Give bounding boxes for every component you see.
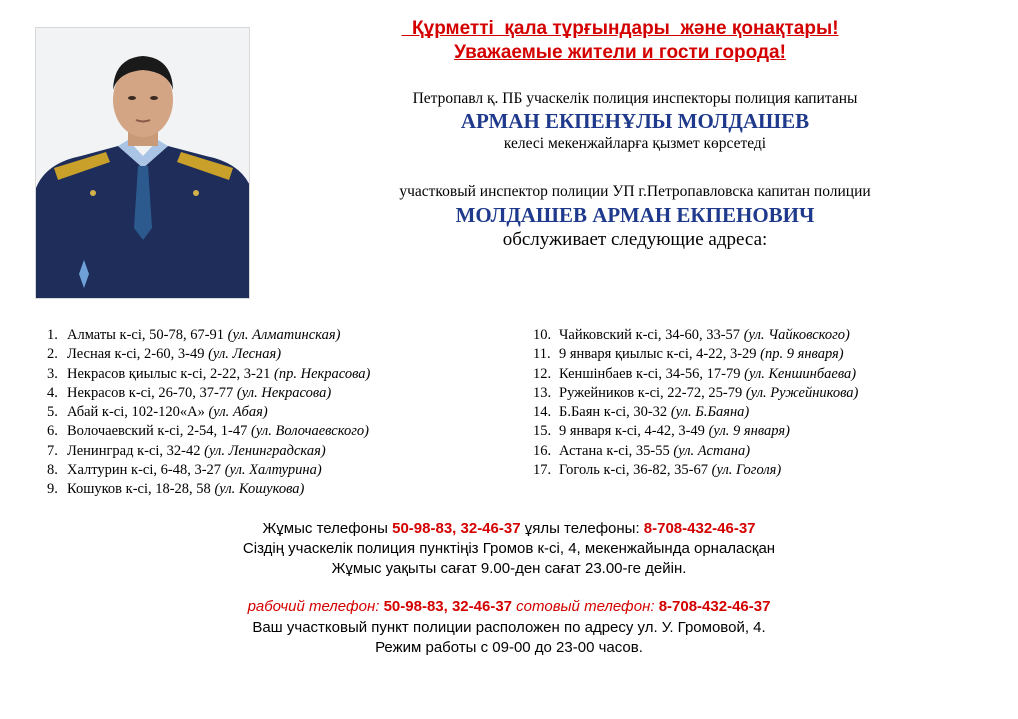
address-street-kz: Астана к-сі, 35-55	[559, 442, 674, 459]
address-item	[47, 461, 370, 480]
address-street-kz: Лесная к-сі, 2-60, 3-49	[67, 346, 209, 363]
address-street-ru: (ул. Волочаевского)	[251, 423, 369, 440]
address-number: 14.	[533, 404, 552, 421]
address-number: 9.	[47, 481, 58, 498]
address-number: 11.	[533, 346, 551, 363]
address-number: 15.	[533, 423, 552, 440]
ru-serves: обслуживает следующие адреса:	[502, 229, 768, 250]
address-list-right	[533, 326, 858, 480]
address-street-kz: Некрасов к-сі, 26-70, 37-77	[67, 384, 237, 401]
address-street-ru: (ул. Чайковского)	[743, 327, 850, 343]
address-street-ru: (ул. 9 января)	[708, 423, 790, 440]
kz-officer-name: АРМАН ЕКПЕНҰЛЫ МОЛДАШЕВ	[460, 109, 810, 133]
address-street-ru: (пр. 9 января)	[760, 346, 844, 363]
address-street-kz: 9 января к-сі, 4-42, 3-49	[559, 423, 709, 440]
address-number: 2.	[47, 346, 58, 363]
greeting-kz: Құрметті қала тұрғындары және қонақтары!	[401, 18, 839, 39]
address-street-kz: Чайковский к-сі, 34-60, 33-57	[559, 327, 744, 343]
address-street-ru: (пр. Некрасова)	[274, 365, 371, 382]
address-street-kz: Алматы к-сі, 50-78, 67-91	[67, 327, 228, 343]
address-number: 7.	[47, 442, 58, 459]
address-number: 17.	[533, 462, 552, 479]
address-item	[533, 345, 858, 364]
officer-photo	[35, 27, 250, 299]
ru-phone-label: рабочий телефон:	[247, 598, 384, 615]
address-item	[533, 403, 858, 422]
kz-mobile-label: ұялы телефоны:	[520, 520, 644, 537]
address-street-kz: Халтурин к-сі, 6-48, 3-27	[67, 462, 225, 479]
address-item	[47, 345, 370, 364]
address-number: 6.	[47, 423, 58, 440]
address-street-kz: Гоголь к-сі, 36-82, 35-67	[559, 462, 712, 479]
address-street-ru: (ул. Ленинградская)	[204, 442, 326, 459]
ru-location: Ваш участковый пункт полиции расположен по адресу ул. У. Громовой, 4.	[252, 619, 766, 636]
kz-intro: Петропавл қ. ПБ учаскелік полиция инспекторы полиция капитаны	[412, 90, 858, 107]
address-street-ru: (ул. Астана)	[673, 442, 751, 459]
address-street-kz: Абай к-сі, 102-120«А»	[67, 404, 209, 421]
address-item	[533, 384, 858, 403]
address-street-ru: (ул. Халтурина)	[224, 462, 322, 479]
address-number: 8.	[47, 462, 58, 479]
address-item	[533, 461, 858, 480]
address-item	[47, 326, 370, 345]
address-street-ru: (ул. Абая)	[208, 404, 268, 421]
address-item	[47, 422, 370, 441]
address-list-left	[47, 326, 370, 500]
address-number: 3.	[47, 365, 58, 382]
address-street-kz: Ленинград к-сі, 32-42	[67, 442, 205, 459]
address-street-ru: (ул. Гоголя)	[711, 462, 782, 479]
address-street-ru: (ул. Алматинская)	[227, 327, 341, 343]
ru-mobile-label: сотовый телефон:	[512, 598, 659, 615]
address-number: 4.	[47, 384, 58, 401]
address-street-kz: Некрасов қиылыс к-сі, 2-22, 3-21	[67, 365, 275, 382]
ru-intro: участковый инспектор полиции УП г.Петропавловска капитан полиции	[399, 183, 871, 200]
ru-mobile-phone: 8-708-432-46-37	[658, 598, 771, 615]
address-number: 13.	[533, 384, 552, 401]
address-street-kz: Б.Баян к-сі, 30-32	[559, 404, 671, 421]
address-number: 16.	[533, 442, 552, 459]
address-item	[47, 480, 370, 499]
ru-hours: Режим работы с 09-00 до 23-00 часов.	[375, 639, 643, 656]
address-item	[533, 422, 858, 441]
address-street-kz: Ружейников к-сі, 22-72, 25-79	[559, 384, 746, 401]
ru-work-phone: 50-98-83, 32-46-37	[383, 598, 513, 615]
address-item	[47, 384, 370, 403]
kz-serves: келесі мекенжайларға қызмет көрсетеді	[503, 135, 767, 152]
kz-phone-label: Жұмыс телефоны	[262, 520, 393, 537]
address-item	[47, 442, 370, 461]
address-item	[47, 365, 370, 384]
address-street-ru: (ул. Ружейникова)	[745, 384, 859, 401]
kz-phones	[0, 520, 1018, 537]
address-street-kz: 9 января қиылыс к-сі, 4-22, 3-29	[559, 346, 761, 363]
address-street-kz: Кеншінбаев к-сі, 34-56, 17-79	[559, 365, 745, 382]
address-item	[533, 442, 858, 461]
kz-location: Сіздің учаскелік полиция пунктіңіз Громов к-сі, 4, мекенжайында орналасқан	[242, 540, 776, 557]
address-item	[533, 326, 858, 345]
address-number: 5.	[47, 404, 58, 421]
address-street-ru: (ул. Б.Баяна)	[670, 404, 750, 421]
address-street-kz: Волочаевский к-сі, 2-54, 1-47	[67, 423, 252, 440]
address-item	[47, 403, 370, 422]
ru-phones	[0, 598, 1018, 615]
address-number: 1.	[47, 327, 58, 343]
address-number: 10.	[533, 327, 552, 343]
kz-work-phone: 50-98-83, 32-46-37	[392, 520, 521, 537]
kz-hours: Жұмыс уақыты сағат 9.00-ден сағат 23.00-ге дейін.	[331, 560, 687, 577]
greeting-ru: Уважаемые жители и гости города!	[454, 42, 786, 63]
kz-mobile-phone: 8-708-432-46-37	[643, 520, 756, 537]
address-item	[533, 365, 858, 384]
address-street-ru: (ул. Кошукова)	[214, 481, 305, 498]
address-number: 12.	[533, 365, 552, 382]
address-street-ru: (ул. Кеншинбаева)	[744, 365, 857, 382]
address-street-ru: (ул. Некрасова)	[236, 384, 332, 401]
ru-officer-name: МОЛДАШЕВ АРМАН ЕКПЕНОВИЧ	[455, 203, 815, 227]
address-street-ru: (ул. Лесная)	[208, 346, 282, 363]
address-street-kz: Кошуков к-сі, 18-28, 58	[67, 481, 215, 498]
